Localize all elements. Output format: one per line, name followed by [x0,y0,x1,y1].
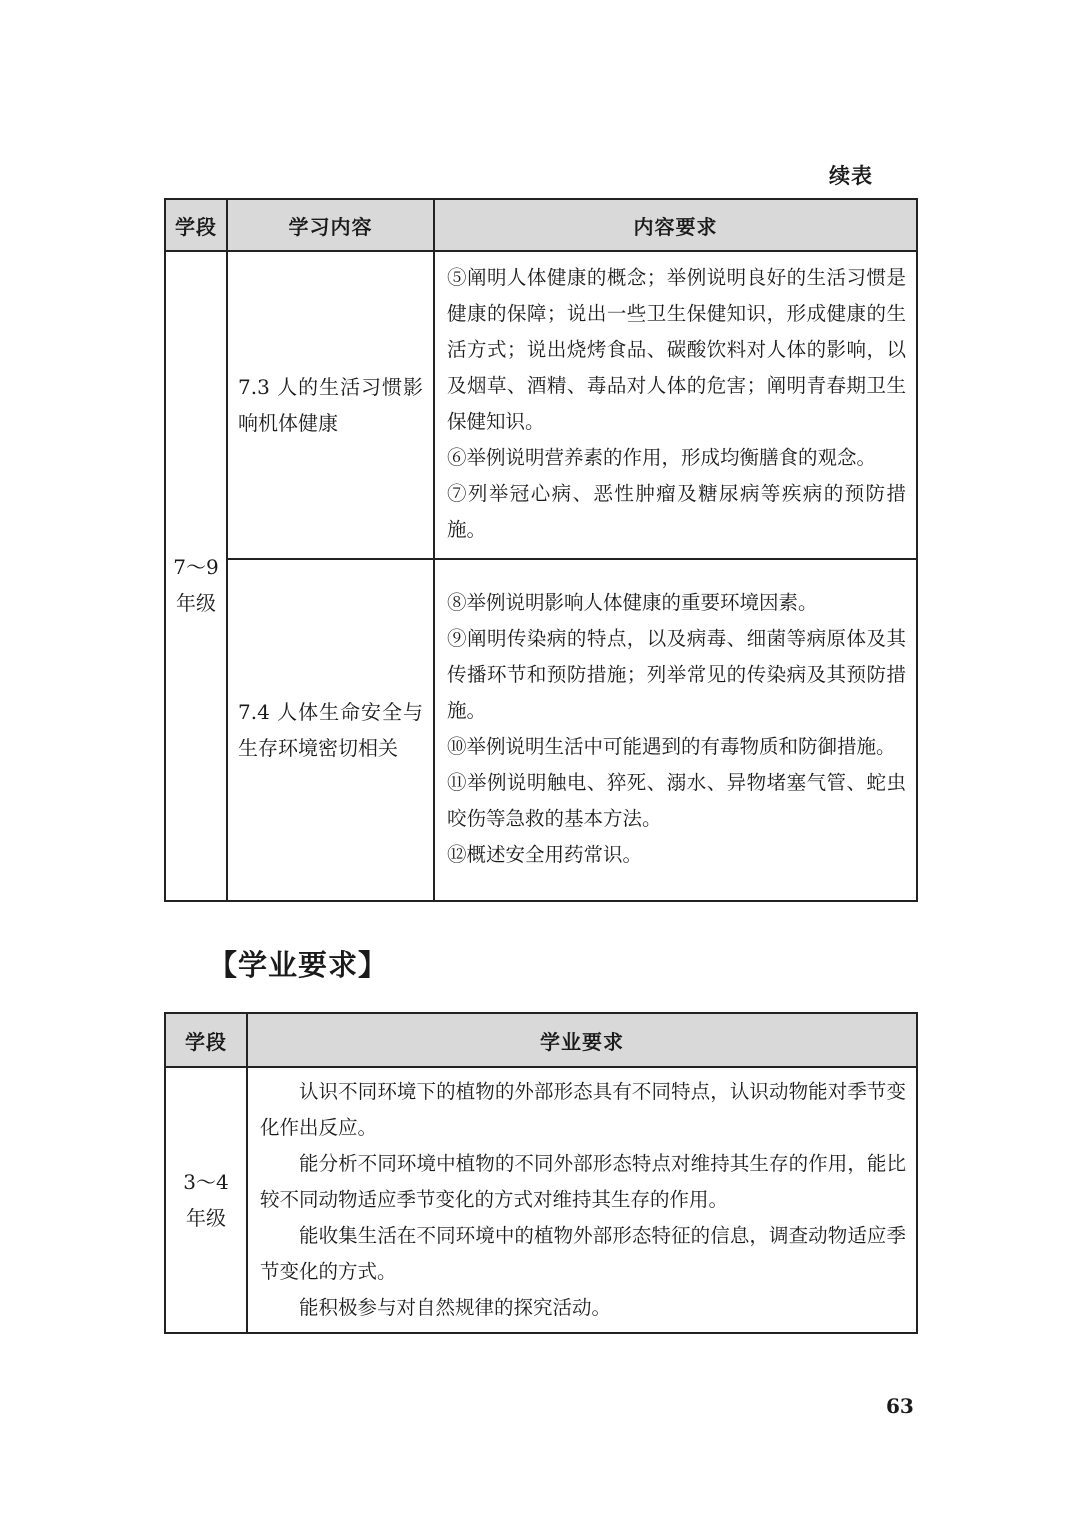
requirement-item: ⑪举例说明触电、猝死、溺水、异物堵塞气管、蛇虫咬伤等急救的基本方法。 [447,771,906,830]
header-stage: 学段 [165,199,227,251]
requirement-item: ⑦列举冠心病、恶性肿瘤及糖尿病等疾病的预防措施。 [447,482,906,541]
header-stage: 学段 [165,1013,247,1067]
achievement-paragraph: 能收集生活在不同环境中的植物外部形态特征的信息，调查动物适应季节变化的方式。 [260,1224,906,1283]
header-achievement-requirements: 学业要求 [247,1013,917,1067]
achievement-paragraph: 能积极参与对自然规律的探究活动。 [299,1296,612,1319]
requirement-item: ⑤阐明人体健康的概念；举例说明良好的生活习惯是健康的保障；说出一些卫生保健知识，形成健康的生活方式；说出烧烤食品、碳酸饮料对人体的影响，以及烟草、酒精、毒品对人体的危害；阐明青春期卫生保健知识。 [447,266,906,433]
stage-cell: 3～4 年级 [165,1067,247,1333]
requirement-item: ⑨阐明传染病的特点，以及病毒、细菌等病原体及其传播环节和预防措施；列举常见的传染病及其预防措施。 [447,627,906,722]
requirement-item: ⑩举例说明生活中可能遇到的有毒物质和防御措施。 [447,735,896,758]
continued-label: 续表 [829,164,873,188]
stage-cell: 7～9 年级 [165,251,227,901]
content-requirements-table [164,198,918,902]
page-number: 63 [886,1394,914,1418]
achievement-paragraph: 能分析不同环境中植物的不同外部形态特点对维持其生存的作用，能比较不同动物适应季节变化的方式对维持其生存的作用。 [260,1152,906,1211]
topic-cell: 7.4 人体生命安全与生存环境密切相关 [227,559,434,901]
requirements-cell [434,251,917,559]
requirement-item: ⑥举例说明营养素的作用，形成均衡膳食的观念。 [447,446,877,469]
table-header-row [165,1013,917,1067]
requirement-item: ⑧举例说明影响人体健康的重要环境因素。 [447,591,818,614]
achievement-cell [247,1067,917,1333]
table-header-row [165,199,917,251]
table-row [165,1067,917,1333]
header-learning-content: 学习内容 [227,199,434,251]
table-row [165,251,917,559]
topic-cell: 7.3 人的生活习惯影响机体健康 [227,251,434,559]
section-heading: 【学业要求】 [208,948,389,982]
requirements-cell [434,559,917,901]
achievement-requirements-table [164,1012,918,1334]
table-row [165,559,917,901]
requirement-item: ⑫概述安全用药常识。 [447,843,643,866]
header-content-requirements: 内容要求 [434,199,917,251]
achievement-paragraph: 认识不同环境下的植物的外部形态具有不同特点，认识动物能对季节变化作出反应。 [260,1080,906,1139]
